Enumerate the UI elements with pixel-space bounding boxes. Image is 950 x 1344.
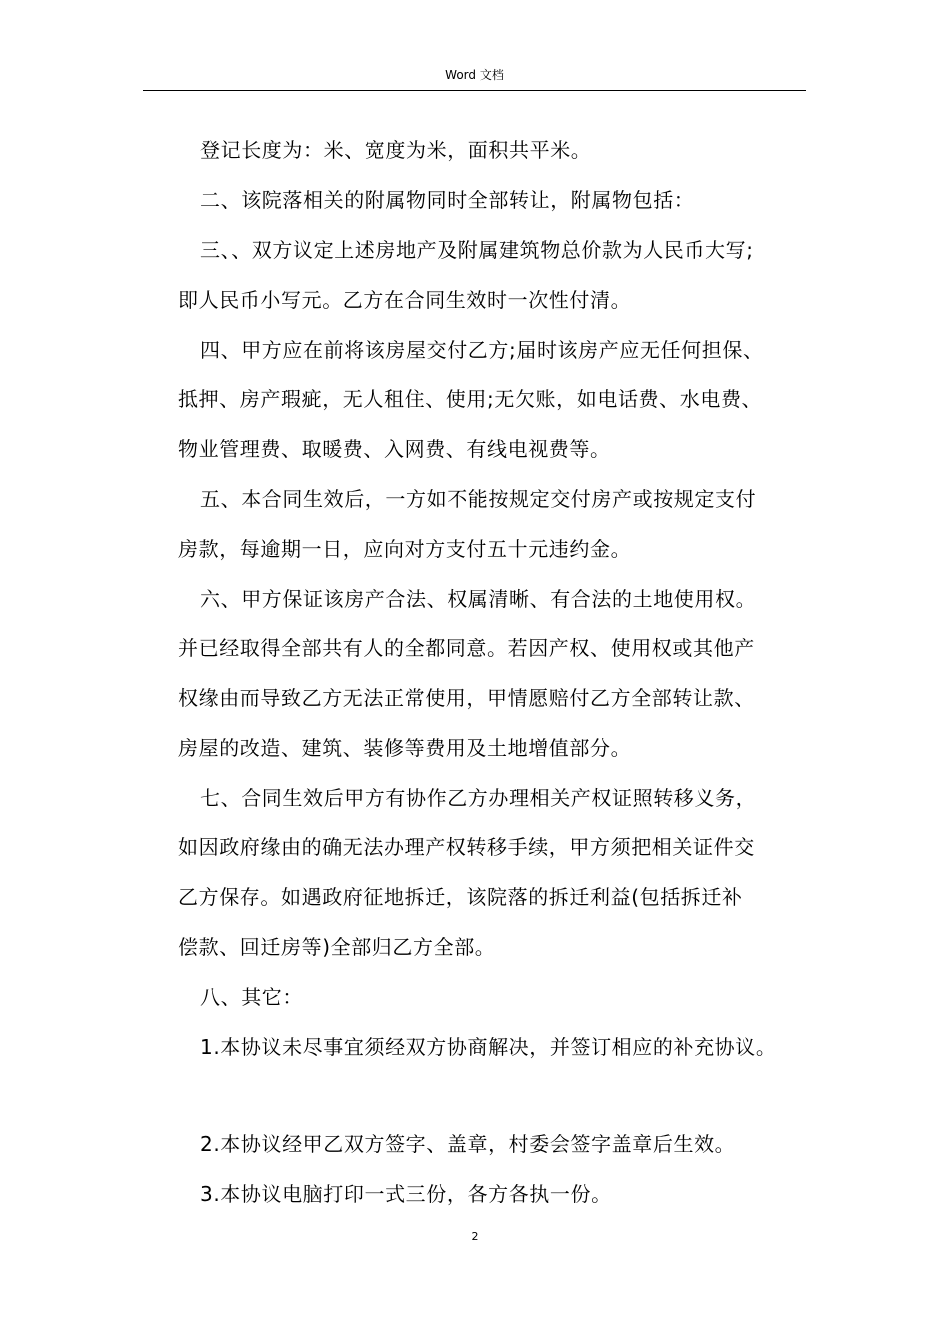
paragraph-line: 房屋的改造、建筑、装修等费用及土地增值部分。 xyxy=(178,736,632,760)
paragraph-line: 即人民币小写元。乙方在合同生效时一次性付清。 xyxy=(178,288,632,312)
paragraph-line: 二、该院落相关的附属物同时全部转让，附属物包括： xyxy=(200,188,695,212)
paragraph-line: 五、本合同生效后，一方如不能按规定交付房产或按规定支付 xyxy=(200,487,757,511)
paragraph-line: 抵押、房产瑕疵，无人租住、使用;无欠账，如电话费、水电费、 xyxy=(178,387,763,411)
paragraph-line: 偿款、回迁房等)全部归乙方全部。 xyxy=(178,935,496,959)
paragraph-line: 六、甲方保证该房产合法、权属清晰、有合法的土地使用权。 xyxy=(200,587,757,611)
paragraph-line: 并已经取得全部共有人的全都同意。若因产权、使用权或其他产 xyxy=(178,636,755,660)
paragraph-line: 登记长度为：米、宽度为米，面积共平米。 xyxy=(200,138,592,162)
paragraph-line: 乙方保存。如遇政府征地拆迁，该院落的拆迁利益(包括拆迁补 xyxy=(178,885,743,909)
paragraph-line: 八、其它： xyxy=(200,985,303,1009)
paragraph-line: 权缘由而导致乙方无法正常使用，甲情愿赔付乙方全部转让款、 xyxy=(178,686,755,710)
page-header xyxy=(143,66,806,91)
paragraph-line: 四、甲方应在前将该房屋交付乙方;届时该房产应无任何担保、 xyxy=(200,338,764,362)
paragraph-line: 1.本协议未尽事宜须经双方协商解决，并签订相应的补充协议。 xyxy=(200,1035,777,1059)
paragraph-line: 2.本协议经甲乙双方签字、盖章，村委会签字盖章后生效。 xyxy=(200,1132,736,1156)
paragraph-line: 七、合同生效后甲方有协作乙方办理相关产权证照转移义务， xyxy=(200,786,757,810)
paragraph-line: 物业管理费、取暖费、入网费、有线电视费等。 xyxy=(178,437,611,461)
paragraph-line: 房款，每逾期一日，应向对方支付五十元违约金。 xyxy=(178,537,632,561)
header-title: Word 文档 xyxy=(445,68,504,82)
paragraph-line: 3.本协议电脑打印一式三份，各方各执一份。 xyxy=(200,1182,612,1206)
page-number: 2 xyxy=(471,1230,479,1243)
paragraph-line: 如因政府缘由的确无法办理产权转移手续，甲方须把相关证件交 xyxy=(178,835,755,859)
paragraph-line: 三、、双方议定上述房地产及附属建筑物总价款为人民币大写; xyxy=(200,238,754,262)
